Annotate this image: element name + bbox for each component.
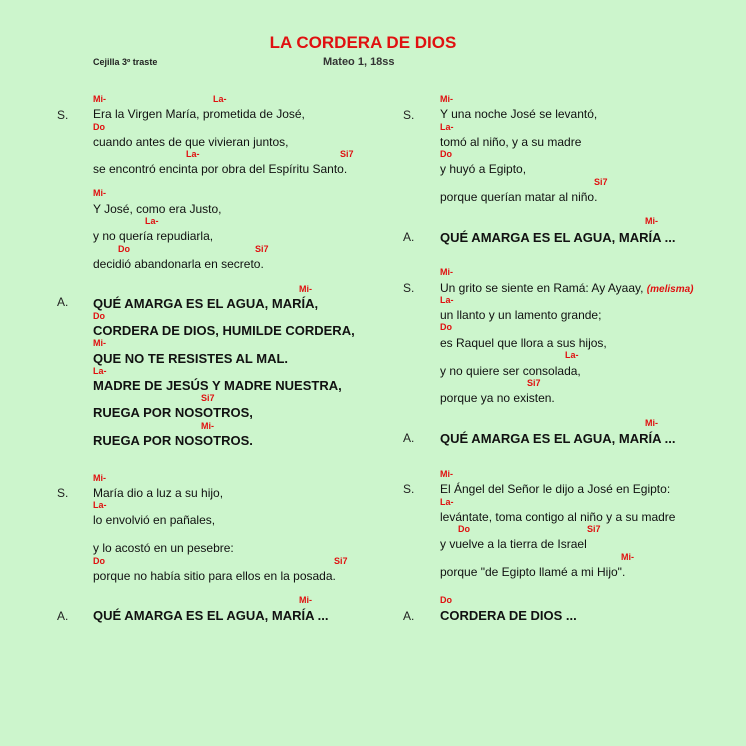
chord: La- — [440, 122, 454, 132]
refrain-line: QUÉ AMARGA ES EL AGUA, MARÍA ... — [93, 608, 329, 623]
chord: Si7 — [201, 393, 215, 403]
chord: La- — [440, 497, 454, 507]
lyric-text: Un grito se siente en Ramá: Ay Ayaay, — [440, 281, 644, 295]
lyric-line: es Raquel que llora a sus hijos, — [440, 336, 607, 350]
chord: Mi- — [440, 469, 453, 479]
lyric-line: Y una noche José se levantó, — [440, 107, 598, 121]
chord: Do — [93, 311, 105, 321]
lyric-line: porque ya no existen. — [440, 391, 555, 405]
refrain-line: QUÉ AMARGA ES EL AGUA, MARÍA ... — [440, 431, 676, 446]
chord: Mi- — [645, 216, 658, 226]
lyric-line: y huyó a Egipto, — [440, 162, 527, 176]
section-label-soloist: S. — [57, 108, 69, 122]
lyric-line: El Ángel del Señor le dijo a José en Egipto: — [440, 482, 671, 496]
chord: Mi- — [299, 284, 312, 294]
lyric-line: lo envolvió en pañales, — [93, 513, 216, 527]
chord: Mi- — [93, 473, 106, 483]
chord: La- — [145, 216, 159, 226]
chord: Mi- — [93, 94, 106, 104]
lyric-line — [440, 281, 693, 295]
lyric-line: porque no había sitio para ellos en la posada. — [93, 569, 336, 583]
section-label-assembly: A. — [403, 609, 415, 623]
chord: La- — [93, 366, 107, 376]
section-label-assembly: A. — [57, 609, 69, 623]
section-label-assembly: A. — [403, 431, 415, 445]
section-label-soloist: S. — [403, 281, 415, 295]
section-label-assembly: A. — [57, 295, 69, 309]
section-label-assembly: A. — [403, 230, 415, 244]
lyric-line: porque "de Egipto llamé a mi Hijo". — [440, 565, 626, 579]
chord: Mi- — [93, 338, 106, 348]
refrain-line: RUEGA POR NOSOTROS, — [93, 405, 253, 420]
lyric-line: Y José, como era Justo, — [93, 202, 222, 216]
chord: Do — [118, 244, 130, 254]
refrain-line: QUE NO TE RESISTES AL MAL. — [93, 351, 289, 366]
chord: La- — [440, 295, 454, 305]
chord: Do — [440, 322, 452, 332]
refrain-line: CORDERA DE DIOS ... — [440, 608, 577, 623]
chord: Mi- — [201, 421, 214, 431]
song-title: LA CORDERA DE DIOS — [269, 33, 457, 52]
chord: Mi- — [440, 94, 453, 104]
lyric-line: levántate, toma contigo al niño y a su madre — [440, 510, 676, 524]
refrain-line: MADRE DE JESÚS Y MADRE NUESTRA, — [93, 378, 342, 393]
lyric-line: Era la Virgen María, prometida de José, — [93, 107, 305, 121]
lyric-line: se encontró encinta por obra del Espíritu Santo. — [93, 162, 348, 176]
section-label-soloist: S. — [403, 482, 415, 496]
chord: Si7 — [594, 177, 608, 187]
chord: Mi- — [299, 595, 312, 605]
lyric-line: decidió abandonarla en secreto. — [93, 257, 264, 271]
chord: Si7 — [340, 149, 354, 159]
chord: La- — [565, 350, 579, 360]
chord: Do — [458, 524, 470, 534]
chord: Do — [440, 595, 452, 605]
chord: Mi- — [440, 267, 453, 277]
chord: La- — [93, 500, 107, 510]
lyric-line: tomó al niño, y a su madre — [440, 135, 582, 149]
refrain-line: RUEGA POR NOSOTROS. — [93, 433, 253, 448]
chord: Do — [440, 149, 452, 159]
lyric-line: y no quería repudiarla, — [93, 229, 214, 243]
capo-note: Cejilla 3º traste — [93, 57, 158, 67]
lyric-line: y no quiere ser consolada, — [440, 364, 581, 378]
lyric-line: María dio a luz a su hijo, — [93, 486, 224, 500]
refrain-line: QUÉ AMARGA ES EL AGUA, MARÍA ... — [440, 230, 676, 245]
chord: Si7 — [334, 556, 348, 566]
melisma-note: (melisma) — [646, 284, 694, 295]
chord: Mi- — [621, 552, 634, 562]
section-label-soloist: S. — [57, 486, 69, 500]
chord: Si7 — [255, 244, 269, 254]
lyric-line: y lo acostó en un pesebre: — [93, 541, 234, 555]
section-label-soloist: S. — [403, 108, 415, 122]
chord: La- — [186, 149, 200, 159]
lyric-line: y vuelve a la tierra de Israel — [440, 537, 587, 551]
lyric-line: porque querían matar al niño. — [440, 190, 598, 204]
scripture-reference: Mateo 1, 18ss — [323, 56, 395, 68]
refrain-line: QUÉ AMARGA ES EL AGUA, MARÍA, — [93, 296, 319, 311]
lyric-line: un llanto y un lamento grande; — [440, 308, 602, 322]
chord: Mi- — [645, 418, 658, 428]
chord: Do — [93, 122, 105, 132]
chord: Si7 — [527, 378, 541, 388]
chord: Mi- — [93, 188, 106, 198]
chord: Si7 — [587, 524, 601, 534]
chord: La- — [213, 94, 227, 104]
lyric-line: cuando antes de que vivieran juntos, — [93, 135, 289, 149]
chord: Do — [93, 556, 105, 566]
refrain-line: CORDERA DE DIOS, HUMILDE CORDERA, — [93, 323, 355, 338]
